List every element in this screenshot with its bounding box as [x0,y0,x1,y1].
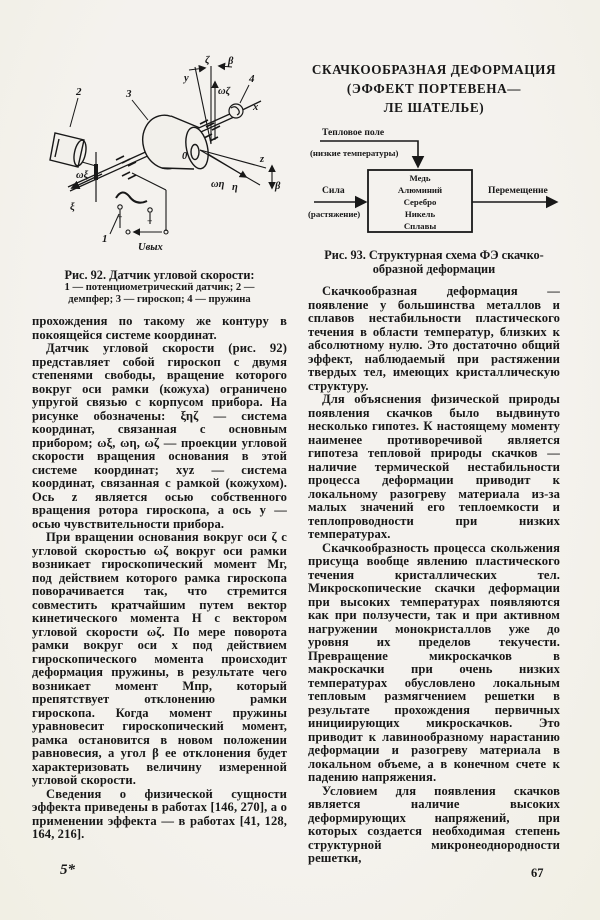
plus-terminal: + [117,212,123,223]
left-paragraph-4: Сведения о физической сущности эффекта приведены в работах [146, 270], а о применении эффекта — в работах [41, 128, 164, 216]. [32,786,287,841]
spring-symbol [229,104,243,118]
omega-xi-label: ωξ [76,170,89,181]
right-paragraph-3: Скачкообразность процесса скольжения присуща вообще явлению пластического течения кристаллических тел. Микроскопические скачки деформации при высоких температурах появляются как при ползучести, так и при активном нагружении монокристаллов уже до уровня их пределов текучести. Превращение микроскачков в макроскачки при очень низких температурах обусловлено локальным тепловым размягчением решетки в результате прохождения первичных инициирующих микроскачков. Это приводит к лавинообразному нарастанию деформации и разогреву материала в локальном объеме, а в конечном счете к падению напряжения. [308,540,560,784]
potentiometer-symbol [110,173,168,234]
figure-92-caption-legend-line1: 1 — потенциометрический датчик; 2 — [64,282,255,293]
part3-label: 3 [126,88,132,100]
left-paragraph-2: Датчик угловой скорости (рис. 92) представляет собой гироскоп с двумя степенями свободы, вращение которого вокруг оси рамки (кожуха) ограничено упругой связью с корпусом прибора. На рисунке обозначены: ξηζ — система координат, связанная с основным прибором; ωξ, ωη, ωζ — проекции угловой скорости вращения основания в этой системе координат; xyz — система координат, связанная с рамкой (кожухом). Ось z является осью собственного вращения ротора гироскопа, а ось y — осью чувствительности прибора. [32,341,287,531]
right-column [308,60,560,866]
zeta-top-label: ζ [205,55,210,66]
right-paragraph-1: Скачкообразная деформация — появление у большинства металлов и сплавов нестабильности пластического течения в области температур, близких к абсолютному нулю. Это достаточно общий эффект, наблюдаемый при растяжении твердых тел, имеющих кристаллическую структуру. [308,284,560,393]
section-heading [308,60,560,117]
figure-92-caption-legend-line2: демпфер; 3 — гироскоп; 4 — пружина [68,294,251,305]
page-number: 67 [531,866,544,880]
material-alloys: Сплавы [403,221,437,231]
left-paragraph-1: прохождения по такому же контуру в покоящейся системе координат. [32,314,287,342]
xi-axis-label: ξ [70,202,75,213]
thermal-field-label-line1: Тепловое поле [322,127,385,138]
section-heading-line2: (ЭФФЕКТ ПОРТЕВЕНА— [346,81,522,96]
z-axis-label: z [260,154,265,165]
material-aluminium: Алюминий [397,185,443,195]
section-heading-line1: СКАЧКООБРАЗНАЯ ДЕФОРМАЦИЯ [311,62,557,77]
left-paragraph-3: При вращении основания вокруг оси ζ с угловой скоростью ωζ вокруг оси рамки возникает гироскопический момент Мг, под действием которого рамка гироскопа поворачивается так, что стремится совместить кратчайшим путем вектор кинетического момента Н с вектором угловой скорости ωζ. По мере поворота рамки вокруг оси x под действием гироскопического момента происходит деформация пружины, в результате чего возникает момент Мпр, который препятствует отклонению рамки гироскопа. Когда момент пружины уравновесит гироскопический момент, рамка остановится в новом положении равновесия, а угол β ее отклонения будет характеризовать величину измеренной угловой скорости. [32,530,287,787]
figure-92-caption [32,268,287,306]
part2-label: 2 [76,86,82,98]
minus-terminal: − [147,216,153,227]
omega-eta-label: ωη [211,179,225,190]
material-nickel: Никель [404,209,436,219]
figure-93-caption [308,248,560,276]
omega-zeta-label: ωζ [218,86,231,97]
beta-right-label: β [275,181,281,192]
figure-92-gyroscope-diagram [32,54,287,266]
left-column [32,54,287,842]
origin-label: 0 [182,151,188,162]
section-heading-line3: ЛЕ ШАТЕЛЬЕ) [383,100,485,115]
beta-top-label: β [228,56,234,67]
thermal-field-label-line2: (низкие температуры) [310,148,399,158]
right-paragraph-2: Для объяснения физической природы появления скачков было выдвинуто несколько гипотез. К настоящему моменту наименее противоречивой является гипотеза тепловой природы скачков — наличие термической нестабильности процесса деформации приводит к локальному разогреву материала из-за малых значений его теплоемкости и теплопроводности при низких температурах. [308,392,560,541]
figure-93-block-diagram [308,125,568,243]
figure-92-caption-title: Рис. 92. Датчик угловой скорости: [64,268,255,282]
y-axis-label: y [184,73,189,84]
label4-leader [240,85,249,103]
eta-axis-label: η [232,182,238,193]
u-out-label: Uвых [138,242,163,253]
displacement-label: Перемещение [488,185,548,196]
signature-mark: 5* [60,862,75,878]
force-label-line1: Сила [322,185,345,196]
force-label-line2: (растяжение) [308,209,361,219]
material-silver: Серебро [403,197,437,207]
right-paragraph-4: Условием для появления скачков является наличие высоких деформирующих напряжений, при которых создается необходимая степень структурной микронеоднородности решетки, [308,783,560,865]
part1-label: 1 [102,233,108,245]
label3-leader [132,100,148,120]
part4-label: 4 [249,73,255,85]
x-axis-label: x [253,102,259,113]
damper-symbol [50,98,96,167]
figure-93-caption-line2: образной деформации [372,262,496,276]
material-copper: Медь [409,173,431,183]
figure-93-caption-line1: Рис. 93. Структурная схема ФЭ скачко- [324,248,544,262]
